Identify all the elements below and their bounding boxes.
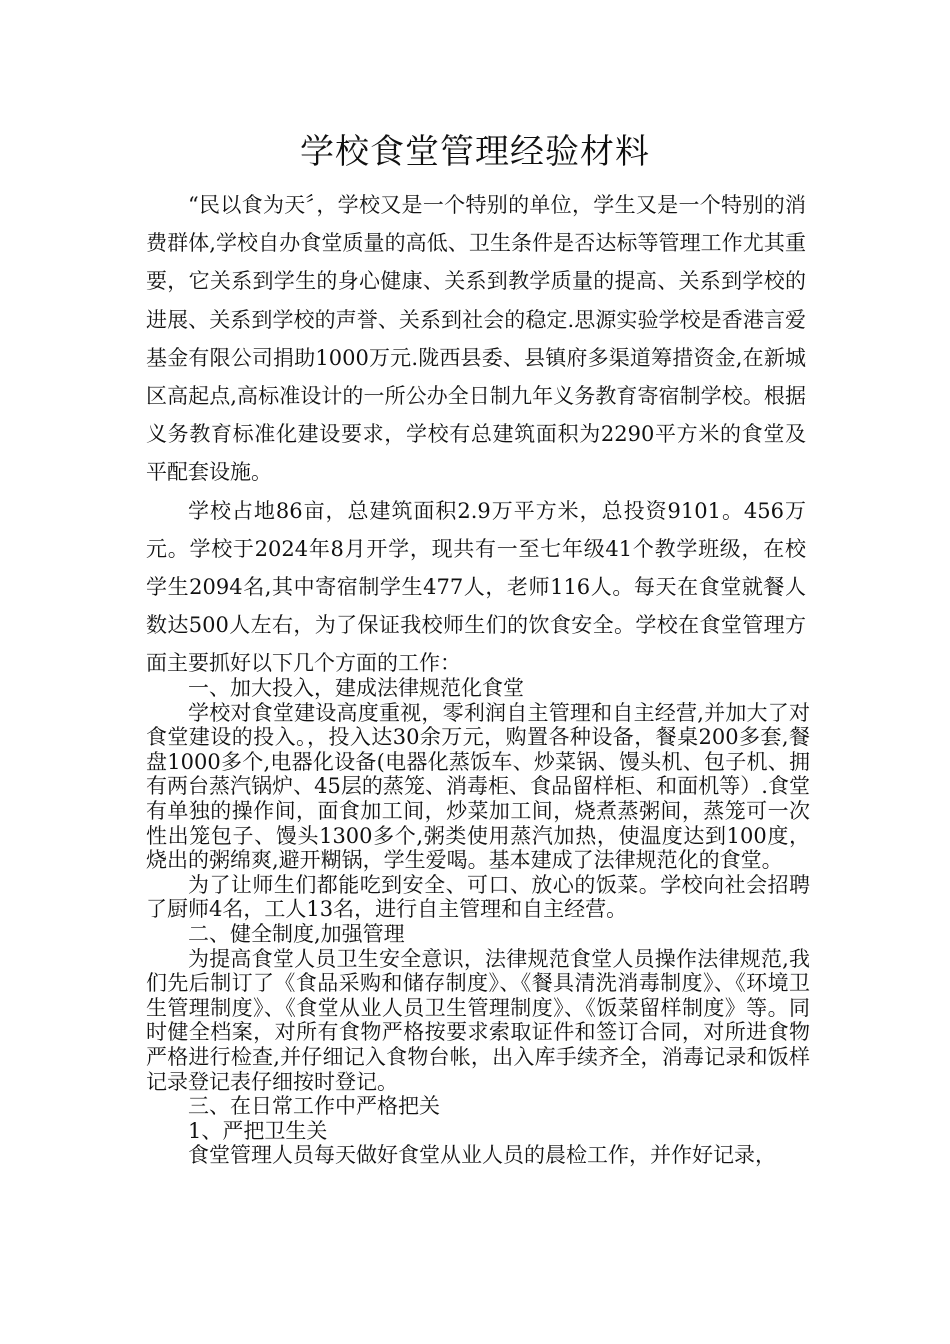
sub-heading: 1、严把卫生关 xyxy=(188,1118,328,1143)
paragraph: 学校对食堂建设高度重视，零利润自主管理和自主经营,并加大了对食堂建设的投入。，投入达30余万元，购置各种设备，餐桌200多套,餐盘1000多个,电器化设备(电器化蒸饭车、炒菜锅、馒头机、包子机、拥有两台蒸汽锅炉、45层的蒸笼、消毒柜、食品留样柜、和面机等）.食堂有单独的操作间，面食加工间，炒菜加工间，烧煮蒸粥间，蒸笼可一次性出笼包子、馒头1300多个,粥类使用蒸汽加热，使温度达到100度，烧出的粥绵爽,避开糊锅，学生爱喝。基本建成了法律规范化的食堂。 xyxy=(146,700,810,873)
section-heading: 三、在日常工作中严格把关 xyxy=(188,1094,440,1119)
document-title: 学校食堂管理经验材料 xyxy=(300,132,650,172)
paragraph: 为提高食堂人员卫生安全意识，法律规范食堂人员操作法律规范,我们先后制订了《食品采购和储存制度》、《餐具清洗消毒制度》、《环境卫生管理制度》、《食堂从业人员卫生管理制度》、《饭菜留样制度》等。同时健全档案，对所有食物严格按要求索取证件和签订合同，对所进食物严格进行检查,并仔细记入食物台帐，出入库手续齐全，消毒记录和饭样记录登记表仔细按时登记。 xyxy=(146,946,810,1094)
section-heading: 一、加大投入，建成法律规范化食堂 xyxy=(188,676,524,700)
paragraph: 为了让师生们都能吃到安全、可口、放心的饭菜。学校向社会招聘了厨师4名，工人13名，进行自主管理和自主经营。 xyxy=(146,872,810,922)
intro-section xyxy=(146,186,806,683)
paragraph: 食堂管理人员每天做好食堂从业人员的晨检工作，并作好记录， xyxy=(188,1143,776,1168)
paragraph: “民以食为天〞，学校又是一个特别的单位，学生又是一个特别的消费群体,学校自办食堂质量的高低、卫生条件是否达标等管理工作尤其重要，它关系到学生的身心健康、关系到教学质量的提高、关系到学校的进展、关系到学校的声誉、关系到社会的稳定.思源实验学校是香港言爱基金有限公司捐助1000万元.陇西县委、县镇府多渠道筹措资金,在新城区高起点,高标准设计的一所公办全日制九年义务教育寄宿制学校。根据义务教育标准化建设要求，学校有总建筑面积为2290平方米的食堂及平配套设施。 xyxy=(146,193,806,485)
paragraph: 学校占地86亩，总建筑面积2.9万平方米，总投资9101。456万元。学校于2024年8月开学，现共有一至七年级41个教学班级，在校学生2094名,其中寄宿制学生477人，老师116人。每天在食堂就餐人数达500人左右，为了保证我校师生们的饮食安全。学校在食堂管理方面主要抓好以下几个方面的工作： xyxy=(146,498,806,676)
body-section xyxy=(146,676,810,1168)
section-heading: 二、健全制度,加强管理 xyxy=(188,921,405,946)
